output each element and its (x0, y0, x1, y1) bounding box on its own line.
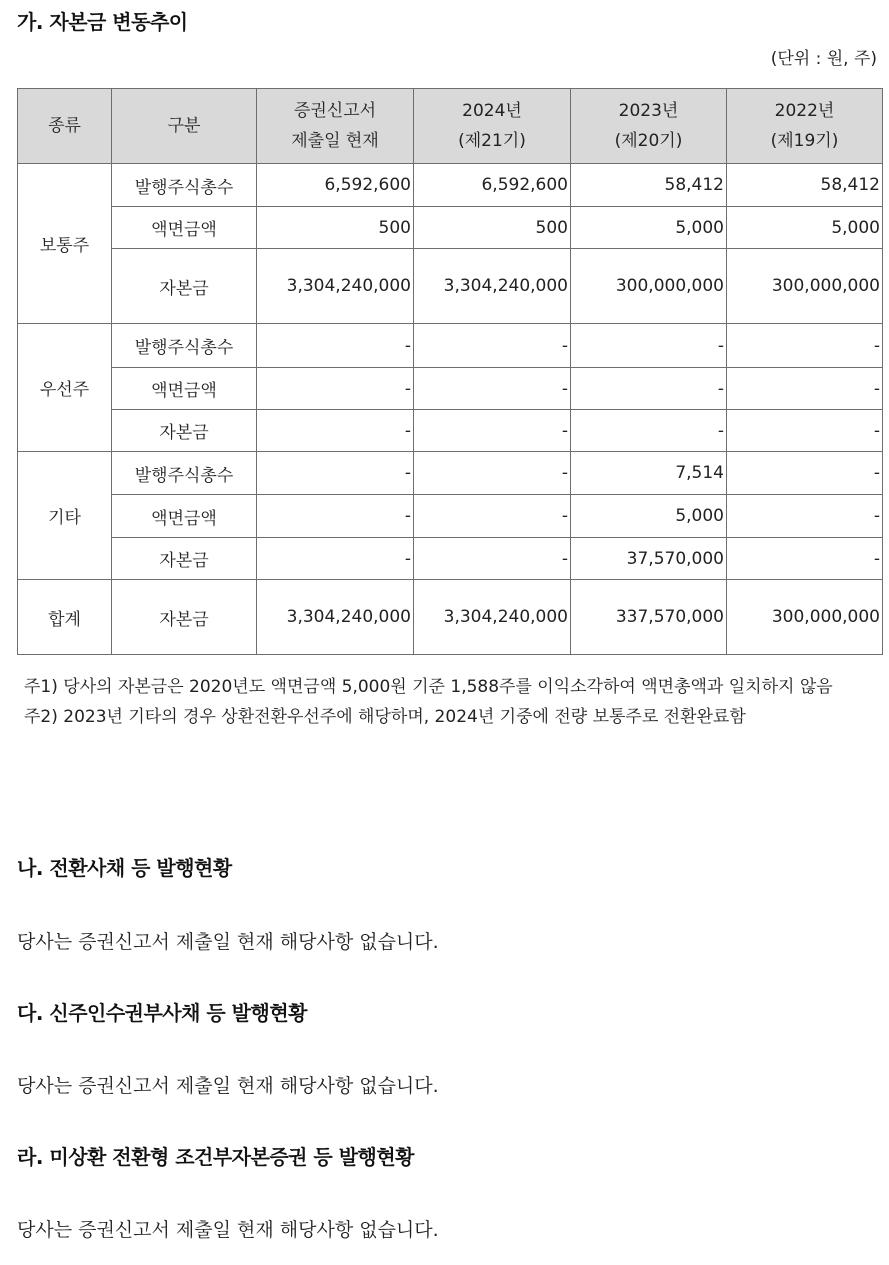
section-d-title: 라. 미상환 전환형 조건부자본증권 등 발행현황 (17, 1145, 414, 1169)
row-label: 액면금액 (112, 368, 257, 410)
cell-value: - (414, 410, 571, 452)
cell-value: - (571, 324, 727, 368)
row-label: 자본금 (112, 580, 257, 655)
cell-value: 5,000 (727, 207, 883, 249)
row-label: 액면금액 (112, 495, 257, 538)
table-row (18, 249, 883, 324)
section-b-text: 당사는 증권신고서 제출일 현재 해당사항 없습니다. (17, 931, 439, 953)
cell-value: 5,000 (571, 207, 727, 249)
row-label: 액면금액 (112, 207, 257, 249)
header-2024: 2024년 (제21기) (414, 89, 571, 164)
cell-value: - (257, 368, 414, 410)
cell-value: - (414, 452, 571, 495)
cell-value: 300,000,000 (571, 249, 727, 324)
cell-value: - (727, 368, 883, 410)
section-b-title: 나. 전환사채 등 발행현황 (17, 856, 232, 880)
cell-value: 5,000 (571, 495, 727, 538)
cell-value: - (727, 452, 883, 495)
unit-label: (단위 : 원, 주) (770, 49, 877, 69)
cell-value: 300,000,000 (727, 249, 883, 324)
section-c-title: 다. 신주인수권부사채 등 발행현황 (17, 1001, 307, 1025)
cell-value: - (727, 324, 883, 368)
note-2: 주2) 2023년 기타의 경우 상환전환우선주에 해당하며, 2024년 기중에 전량 보통주로 전환완료함 (24, 707, 746, 727)
cell-value: 7,514 (571, 452, 727, 495)
table-row (18, 207, 883, 249)
table-row (18, 324, 883, 368)
section-a-title: 가. 자본금 변동추이 (17, 10, 188, 34)
cell-value: - (414, 368, 571, 410)
cell-value: - (727, 495, 883, 538)
cell-value: - (727, 538, 883, 580)
cell-value: 3,304,240,000 (257, 249, 414, 324)
row-label: 발행주식총수 (112, 452, 257, 495)
cell-value: - (414, 324, 571, 368)
note-1: 주1) 당사의 자본금은 2020년도 액면금액 5,000원 기준 1,588주를 이익소각하여 액면총액과 일치하지 않음 (24, 677, 833, 697)
row-label: 발행주식총수 (112, 324, 257, 368)
header-row (18, 89, 883, 164)
cell-value: 300,000,000 (727, 580, 883, 655)
row-label: 자본금 (112, 249, 257, 324)
cell-value: 3,304,240,000 (414, 580, 571, 655)
cell-value: - (257, 324, 414, 368)
cell-value: 500 (257, 207, 414, 249)
row-label: 자본금 (112, 538, 257, 580)
cell-value: 37,570,000 (571, 538, 727, 580)
cell-value: - (257, 495, 414, 538)
cell-value: 337,570,000 (571, 580, 727, 655)
group-preferred: 우선주 (18, 324, 112, 452)
cell-value: 3,304,240,000 (414, 249, 571, 324)
table-row (18, 452, 883, 495)
group-common: 보통주 (18, 164, 112, 324)
cell-value: 6,592,600 (414, 164, 571, 207)
notes (24, 672, 882, 732)
header-2023: 2023년 (제20기) (571, 89, 727, 164)
group-total: 합계 (18, 580, 112, 655)
cell-value: - (257, 452, 414, 495)
table-row (18, 495, 883, 538)
table-row (18, 164, 883, 207)
cell-value: 58,412 (571, 164, 727, 207)
cell-value: - (257, 538, 414, 580)
header-filing-date: 증권신고서 제출일 현재 (257, 89, 414, 164)
cell-value: - (727, 410, 883, 452)
capital-table (17, 88, 883, 655)
cell-value: - (571, 368, 727, 410)
row-label: 발행주식총수 (112, 164, 257, 207)
row-label: 자본금 (112, 410, 257, 452)
table-row (18, 410, 883, 452)
cell-value: - (414, 495, 571, 538)
cell-value: - (414, 538, 571, 580)
table-row (18, 368, 883, 410)
cell-value: 500 (414, 207, 571, 249)
section-c-text: 당사는 증권신고서 제출일 현재 해당사항 없습니다. (17, 1075, 439, 1097)
header-category: 구분 (112, 89, 257, 164)
cell-value: - (257, 410, 414, 452)
cell-value: 3,304,240,000 (257, 580, 414, 655)
group-other: 기타 (18, 452, 112, 580)
cell-value: - (571, 410, 727, 452)
header-type: 종류 (18, 89, 112, 164)
cell-value: 58,412 (727, 164, 883, 207)
section-d-text: 당사는 증권신고서 제출일 현재 해당사항 없습니다. (17, 1219, 439, 1241)
table-row (18, 538, 883, 580)
cell-value: 6,592,600 (257, 164, 414, 207)
header-2022: 2022년 (제19기) (727, 89, 883, 164)
table-row (18, 580, 883, 655)
